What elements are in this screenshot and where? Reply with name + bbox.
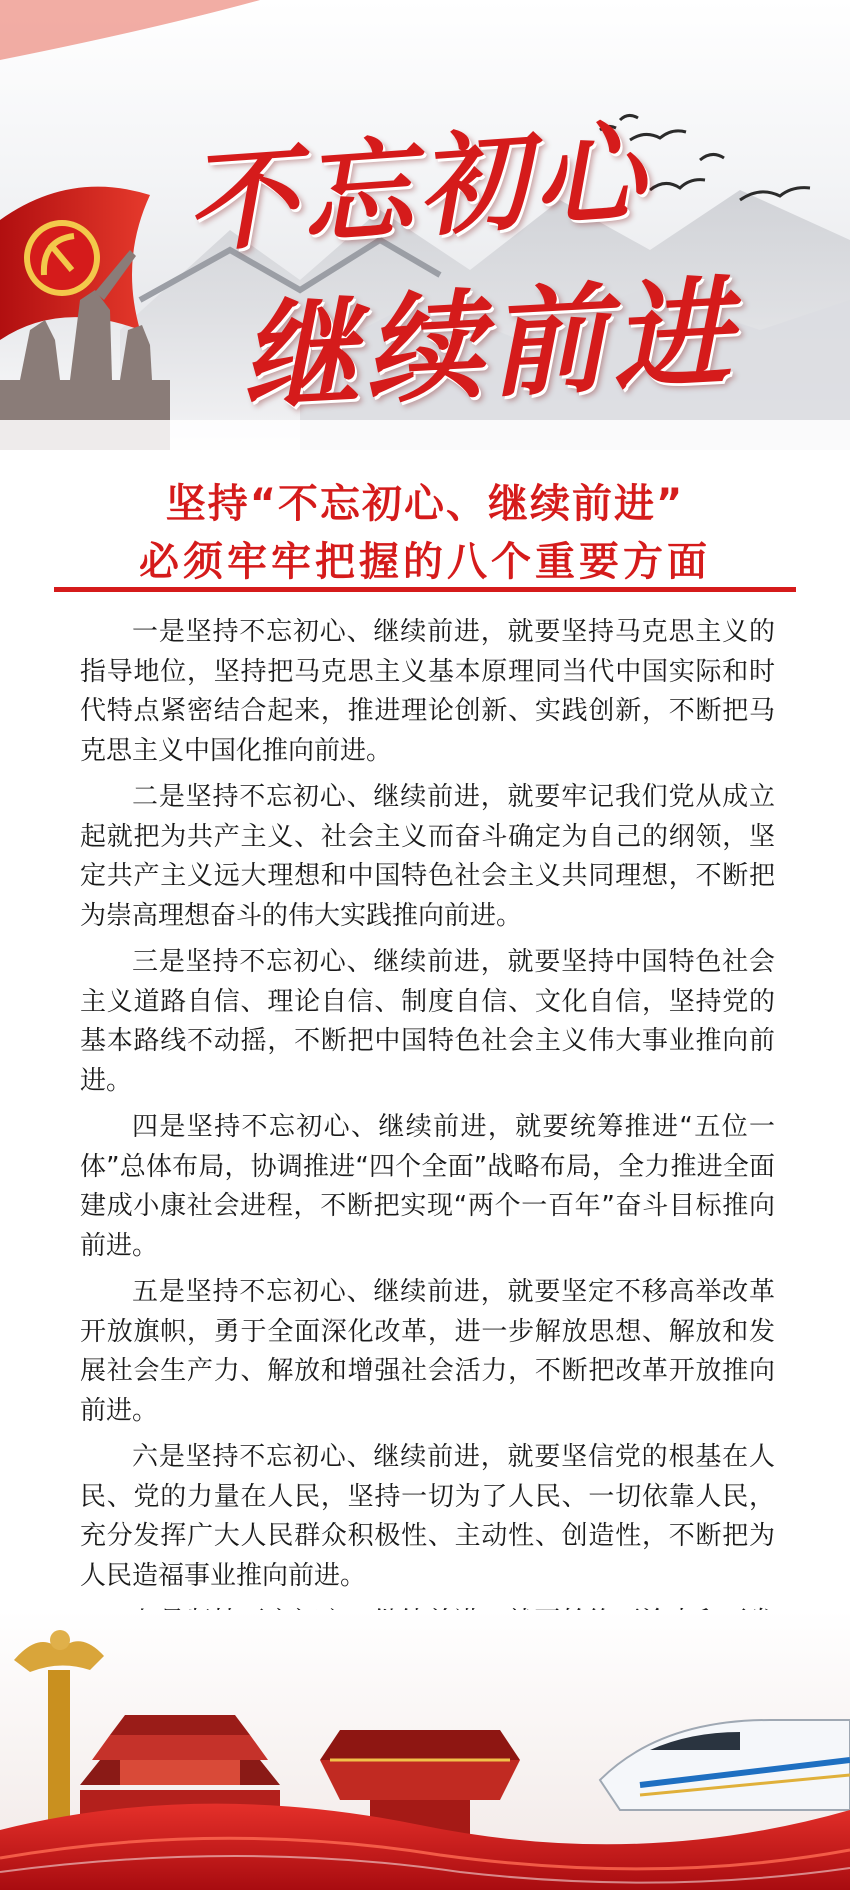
footer-banner xyxy=(0,1610,850,1890)
title-line-2: 必须牢牢把握的八个重要方面 xyxy=(139,539,711,585)
header-banner xyxy=(0,0,850,450)
paragraph-3: 三是坚持不忘初心、继续前进，就要坚持中国特色社会主义道路自信、理论自信、制度自信、文化自信，坚持党的基本路线不动摇，不断把中国特色社会主义伟大事业推向前进。 xyxy=(80,947,775,1096)
paragraph-2: 二是坚持不忘初心、继续前进，就要牢记我们党从成立起就把为共产主义、社会主义而奋斗确定为自己的纲领，坚定共产主义远大理想和中国特色社会主义共同理想，不断把为崇高理想奋斗的伟大实践推向前进。 xyxy=(80,782,775,931)
footer-artwork xyxy=(0,1610,850,1890)
slogan xyxy=(0,0,850,450)
paragraph-4: 四是坚持不忘初心、继续前进，就要统筹推进“五位一体”总体布局，协调推进“四个全面”战略布局，全力推进全面建成小康社会进程，不断把实现“两个一百年”奋斗目标推向前进。 xyxy=(80,1112,775,1261)
page-title xyxy=(0,478,850,590)
title-line-1: 坚持“不忘初心、继续前进” xyxy=(165,481,685,527)
paragraph-5: 五是坚持不忘初心、继续前进，就要坚定不移高举改革开放旗帜，勇于全面深化改革，进一步解放思想、解放和发展社会生产力、解放和增强社会活力，不断把改革开放推向前进。 xyxy=(80,1277,775,1426)
paragraph-6: 六是坚持不忘初心、继续前进，就要坚信党的根基在人民、党的力量在人民，坚持一切为了人民、一切依靠人民，充分发挥广大人民群众积极性、主动性、创造性，不断把为人民造福事业推向前进。 xyxy=(80,1442,775,1591)
paragraph-1: 一是坚持不忘初心、继续前进，就要坚持马克思主义的指导地位，坚持把马克思主义基本原理同当代中国实际和时代特点紧密结合起来，推进理论创新、实践创新，不断把马克思主义中国化推向前进。 xyxy=(80,617,775,766)
slogan-line-1: 不忘初心 xyxy=(181,106,654,269)
title-divider xyxy=(54,587,796,592)
slogan-line-2: 继续前进 xyxy=(237,262,740,427)
